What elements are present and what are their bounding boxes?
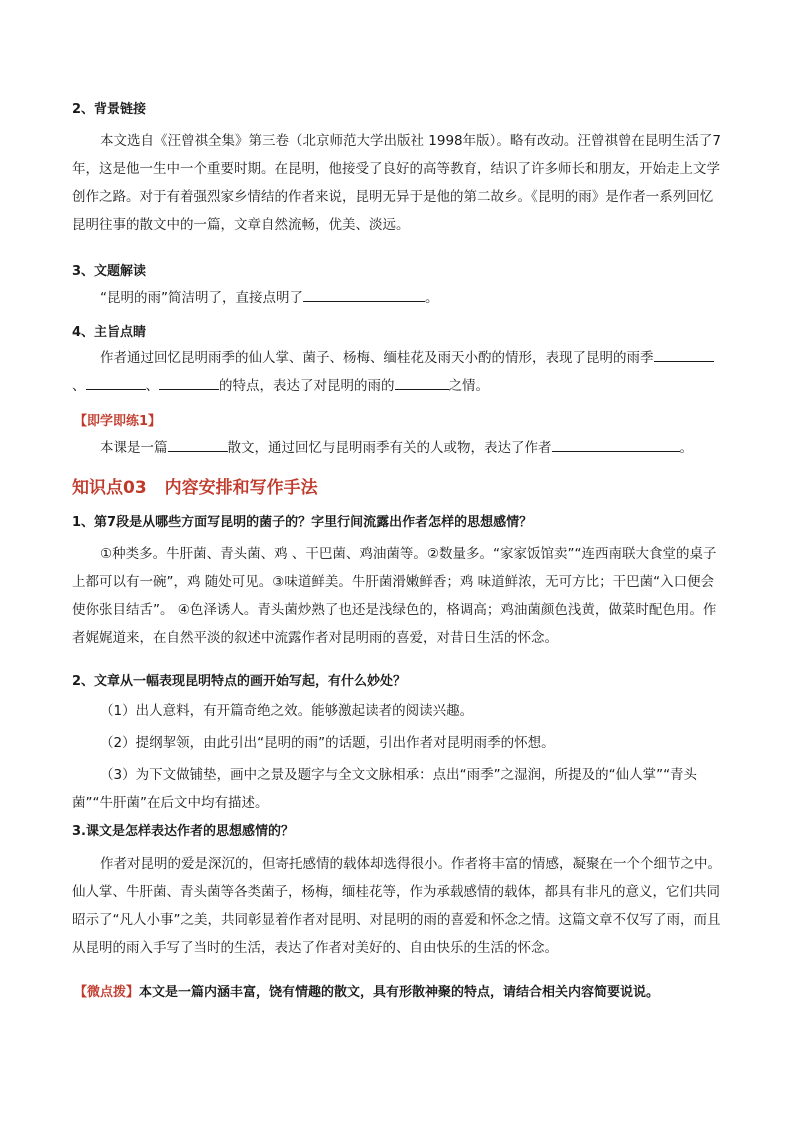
- fill-blank[interactable]: [303, 287, 425, 302]
- question-2-point-3: （3）为下文做铺垫，画中之景及题字与全文文脉相承：点出“雨季”之湿润，所提及的“仙人掌”“青头菌”“牛肝菌”在后文中均有描述。: [72, 767, 698, 811]
- practice-line: 本课是一篇 散文，通过回忆与昆明雨季有关的人或物，表达了作者 。: [72, 434, 726, 462]
- practice-tag: 【即学即练1】: [74, 414, 162, 429]
- question-3-heading: 3.课文是怎样表达作者的思想感情的？: [72, 824, 294, 839]
- section-heading-background: 2、背景链接: [72, 102, 147, 117]
- theme-paragraph: 作者通过回忆昆明雨季的仙人掌、菌子、杨梅、缅桂花及雨天小酌的情形，表现了昆明的雨季、 、 的特点，表达了对昆明的雨的 之情。: [72, 344, 726, 400]
- knowledge-point-title: 内容安排和写作手法: [164, 478, 318, 498]
- fill-blank[interactable]: [552, 437, 680, 452]
- tip-text: 本文是一篇内涵丰富，饶有情趣的散文，具有形散神聚的特点，请结合相关内容简要说说。: [139, 985, 660, 1000]
- fill-blank[interactable]: [86, 375, 146, 390]
- question-2-point-2: （2）提纲挈领，由此引出“昆明的雨”的话题，引出作者对昆明雨季的怀想。: [100, 735, 555, 751]
- question-1-answer: ①种类多。牛肝菌、青头菌、鸡 、干巴菌、鸡油菌等。②数量多。“家家饭馆卖”“连西南联大食堂的桌子上都可以有一碗”，鸡 随处可见。③味道鲜美。牛肝菌滑嫩鲜香；鸡 味道鲜浓，无可方比；干巴菌“入口便会使你张目结舌”。 ④色泽诱人。青头菌炒熟了也还是浅绿色的，格调高；鸡油菌颜色浅黄，做菜时配色用。作者娓娓道来，在自然平淡的叙述中流露作者对昆明雨的喜爱，对昔日生活的怀念。: [72, 546, 717, 646]
- fill-blank[interactable]: [395, 375, 449, 390]
- question-1-heading: 1、第7段是从哪些方面写昆明的菌子的？字里行间流露出作者怎样的思想感情？: [72, 515, 533, 530]
- question-2-heading: 2、文章从一幅表现昆明特点的画开始写起，有什么妙处？: [72, 674, 407, 689]
- knowledge-point-heading: [72, 477, 318, 499]
- fill-blank[interactable]: [159, 375, 219, 390]
- section-heading-title-interpretation: 3、文题解读: [72, 264, 147, 279]
- question-3-answer: 作者对昆明的爱是深沉的，但寄托感情的载体却选得很小。作者将丰富的情感，凝聚在一个个细节之中。仙人掌、牛肝菌、青头菌等各类菌子，杨梅，缅桂花等，作为承载感情的载体，都具有非凡的意义，它们共同昭示了“凡人小事”之美，共同彰显着作者对昆明、对昆明的雨的喜爱和怀念之情。这篇文章不仅写了雨，而且从昆明的雨入手写了当时的生活，表达了作者对美好的、自由快乐的生活的怀念。: [72, 856, 721, 956]
- tip-line: [74, 984, 659, 1002]
- fill-blank[interactable]: [654, 347, 714, 362]
- title-interpretation-line: “昆明的雨”简洁明了，直接点明了 。: [72, 284, 726, 312]
- title-interpretation-text: “昆明的雨”简洁明了，直接点明了: [100, 290, 303, 306]
- knowledge-point-label: 知识点03: [72, 478, 147, 498]
- fill-blank[interactable]: [168, 437, 228, 452]
- question-2-point-1: （1）出人意料，有开篇奇绝之效。能够激起读者的阅读兴趣。: [100, 703, 474, 719]
- section-heading-theme: 4、主旨点睛: [72, 325, 147, 340]
- tip-tag: 【微点拨】: [74, 985, 140, 1000]
- background-paragraph: 本文选自《汪曾祺全集》第三卷（北京师范大学出版社 1998年版）。略有改动。汪曾祺曾在昆明生活了7年，这是他一生中一个重要时期。在昆明，他接受了良好的高等教育，结识了许多师长和朋友，开始走上文学创作之路。对于有着强烈家乡情结的作者来说，昆明无异于是他的第二故乡。《昆明的雨》是作者一系列回忆昆明往事的散文中的一篇，文章自然流畅，优美、淡远。: [72, 133, 721, 233]
